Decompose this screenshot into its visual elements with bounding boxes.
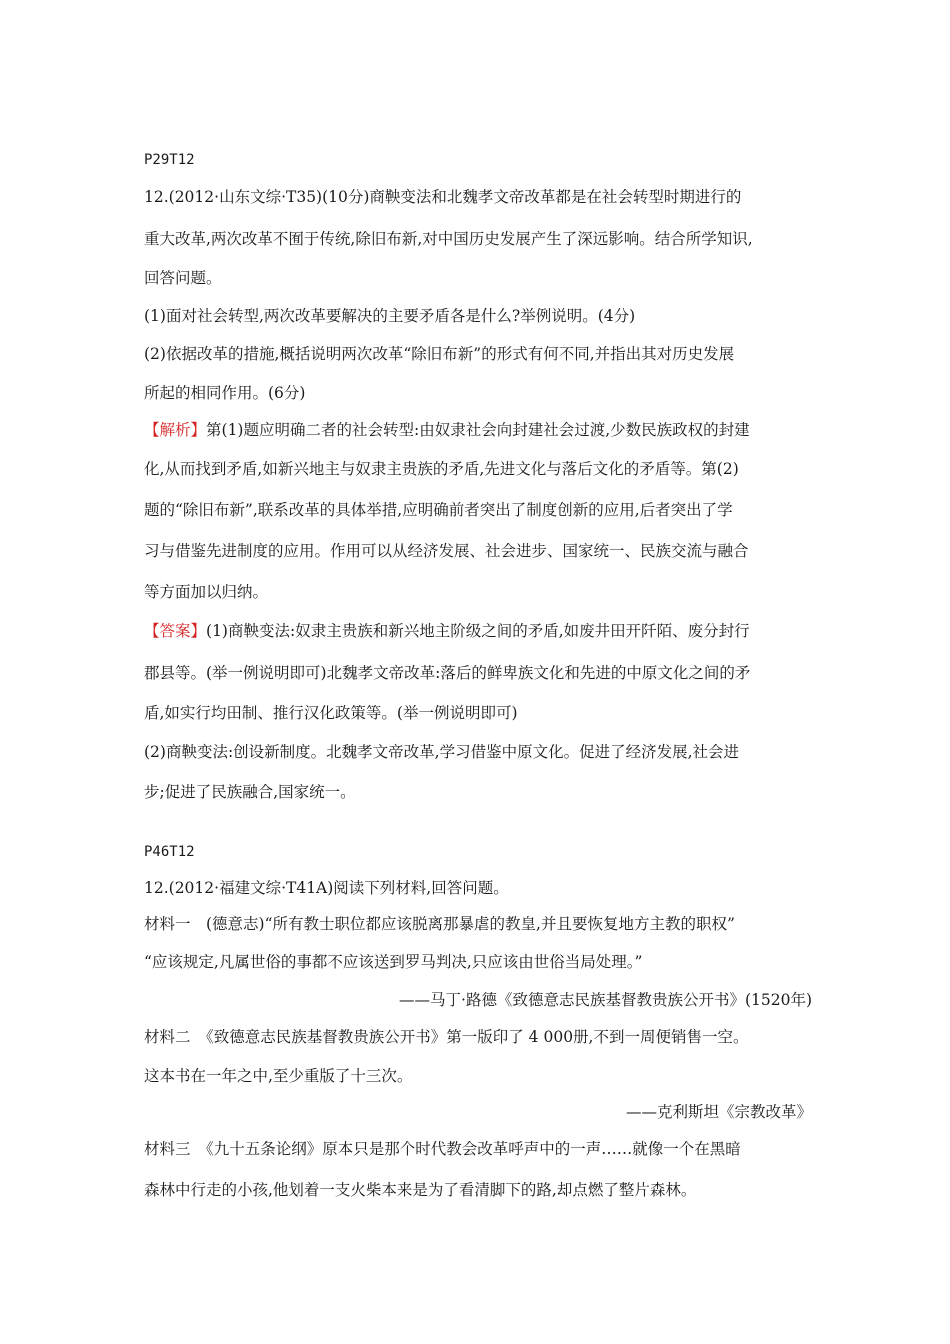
answer-text: (1)商鞅变法:奴隶主贵族和新兴地主阶级之间的矛盾,如废井田开阡陌、废分封行 <box>206 622 750 640</box>
sub-question-1: (1)面对社会转型,两次改革要解决的主要矛盾各是什么?举例说明。(4分) <box>144 307 636 325</box>
answer-line: 步;促进了民族融合,国家统一。 <box>144 783 356 801</box>
material-1-line: 材料一 (德意志)“所有教士职位都应该脱离那暴虐的教皇,并且要恢复地方主教的职权” <box>144 915 735 933</box>
answer-line: 盾,如实行均田制、推行汉化政策等。(举一例说明即可) <box>144 704 518 722</box>
answer-line: (2)商鞅变法:创设新制度。北魏孝文帝改革,学习借鉴中原文化。促进了经济发展,社会进 <box>144 743 740 761</box>
analysis-line: 习与借鉴先进制度的应用。作用可以从经济发展、社会进步、国家统一、民族交流与融合 <box>144 542 749 560</box>
material-2-line: 材料二 《致德意志民族基督教贵族公开书》第一版印了 4 000册,不到一周便销售一空。 <box>144 1028 749 1046</box>
analysis-line: 题的“除旧布新”,联系改革的具体举措,应明确前者突出了制度创新的应用,后者突出了学 <box>144 501 733 519</box>
sub-question-2: 所起的相同作用。(6分) <box>144 384 306 402</box>
answer-tag: 【答案】 <box>144 622 207 640</box>
question-line: 回答问题。 <box>144 269 222 287</box>
question-line: 12.(2012·福建文综·T41A)阅读下列材料,回答问题。 <box>144 879 509 897</box>
section-code: P29T12 <box>144 152 195 168</box>
material-3-line: 材料三 《九十五条论纲》原本只是那个时代教会改革呼声中的一声……就像一个在黑暗 <box>144 1140 741 1158</box>
question-line: 重大改革,两次改革不囿于传统,除旧布新,对中国历史发展产生了深远影响。结合所学知识, <box>144 230 753 248</box>
material-3-line: 森林中行走的小孩,他划着一支火柴本来是为了看清脚下的路,却点燃了整片森林。 <box>144 1181 697 1199</box>
material-1-line: “应该规定,凡属世俗的事都不应该送到罗马判决,只应该由世俗当局处理。” <box>144 953 643 971</box>
section-code: P46T12 <box>144 844 195 860</box>
analysis-line: 化,从而找到矛盾,如新兴地主与奴隶主贵族的矛盾,先进文化与落后文化的矛盾等。第(2) <box>144 460 739 478</box>
analysis-line: 等方面加以归纳。 <box>144 583 269 601</box>
answer-paragraph <box>144 621 812 641</box>
answer-line: 郡县等。(举一例说明即可)北魏孝文帝改革:落后的鲜卑族文化和先进的中原文化之间的矛 <box>144 664 751 682</box>
material-1-source: ——马丁·路德《致德意志民族基督教贵族公开书》(1520年) <box>399 991 812 1009</box>
sub-question-2: (2)依据改革的措施,概括说明两次改革“除旧布新”的形式有何不同,并指出其对历史发展 <box>144 345 735 363</box>
material-2-source: ——克利斯坦《宗教改革》 <box>625 1103 812 1121</box>
analysis-tag: 【解析】 <box>144 421 207 439</box>
material-2-line: 这本书在一年之中,至少重版了十三次。 <box>144 1067 413 1085</box>
question-line: 12.(2012·山东文综·T35)(10分)商鞅变法和北魏孝文帝改革都是在社会转型时期进行的 <box>144 188 742 206</box>
analysis-text: 第(1)题应明确二者的社会转型:由奴隶社会向封建社会过渡,少数民族政权的封建 <box>206 421 750 439</box>
analysis-paragraph <box>144 420 812 440</box>
